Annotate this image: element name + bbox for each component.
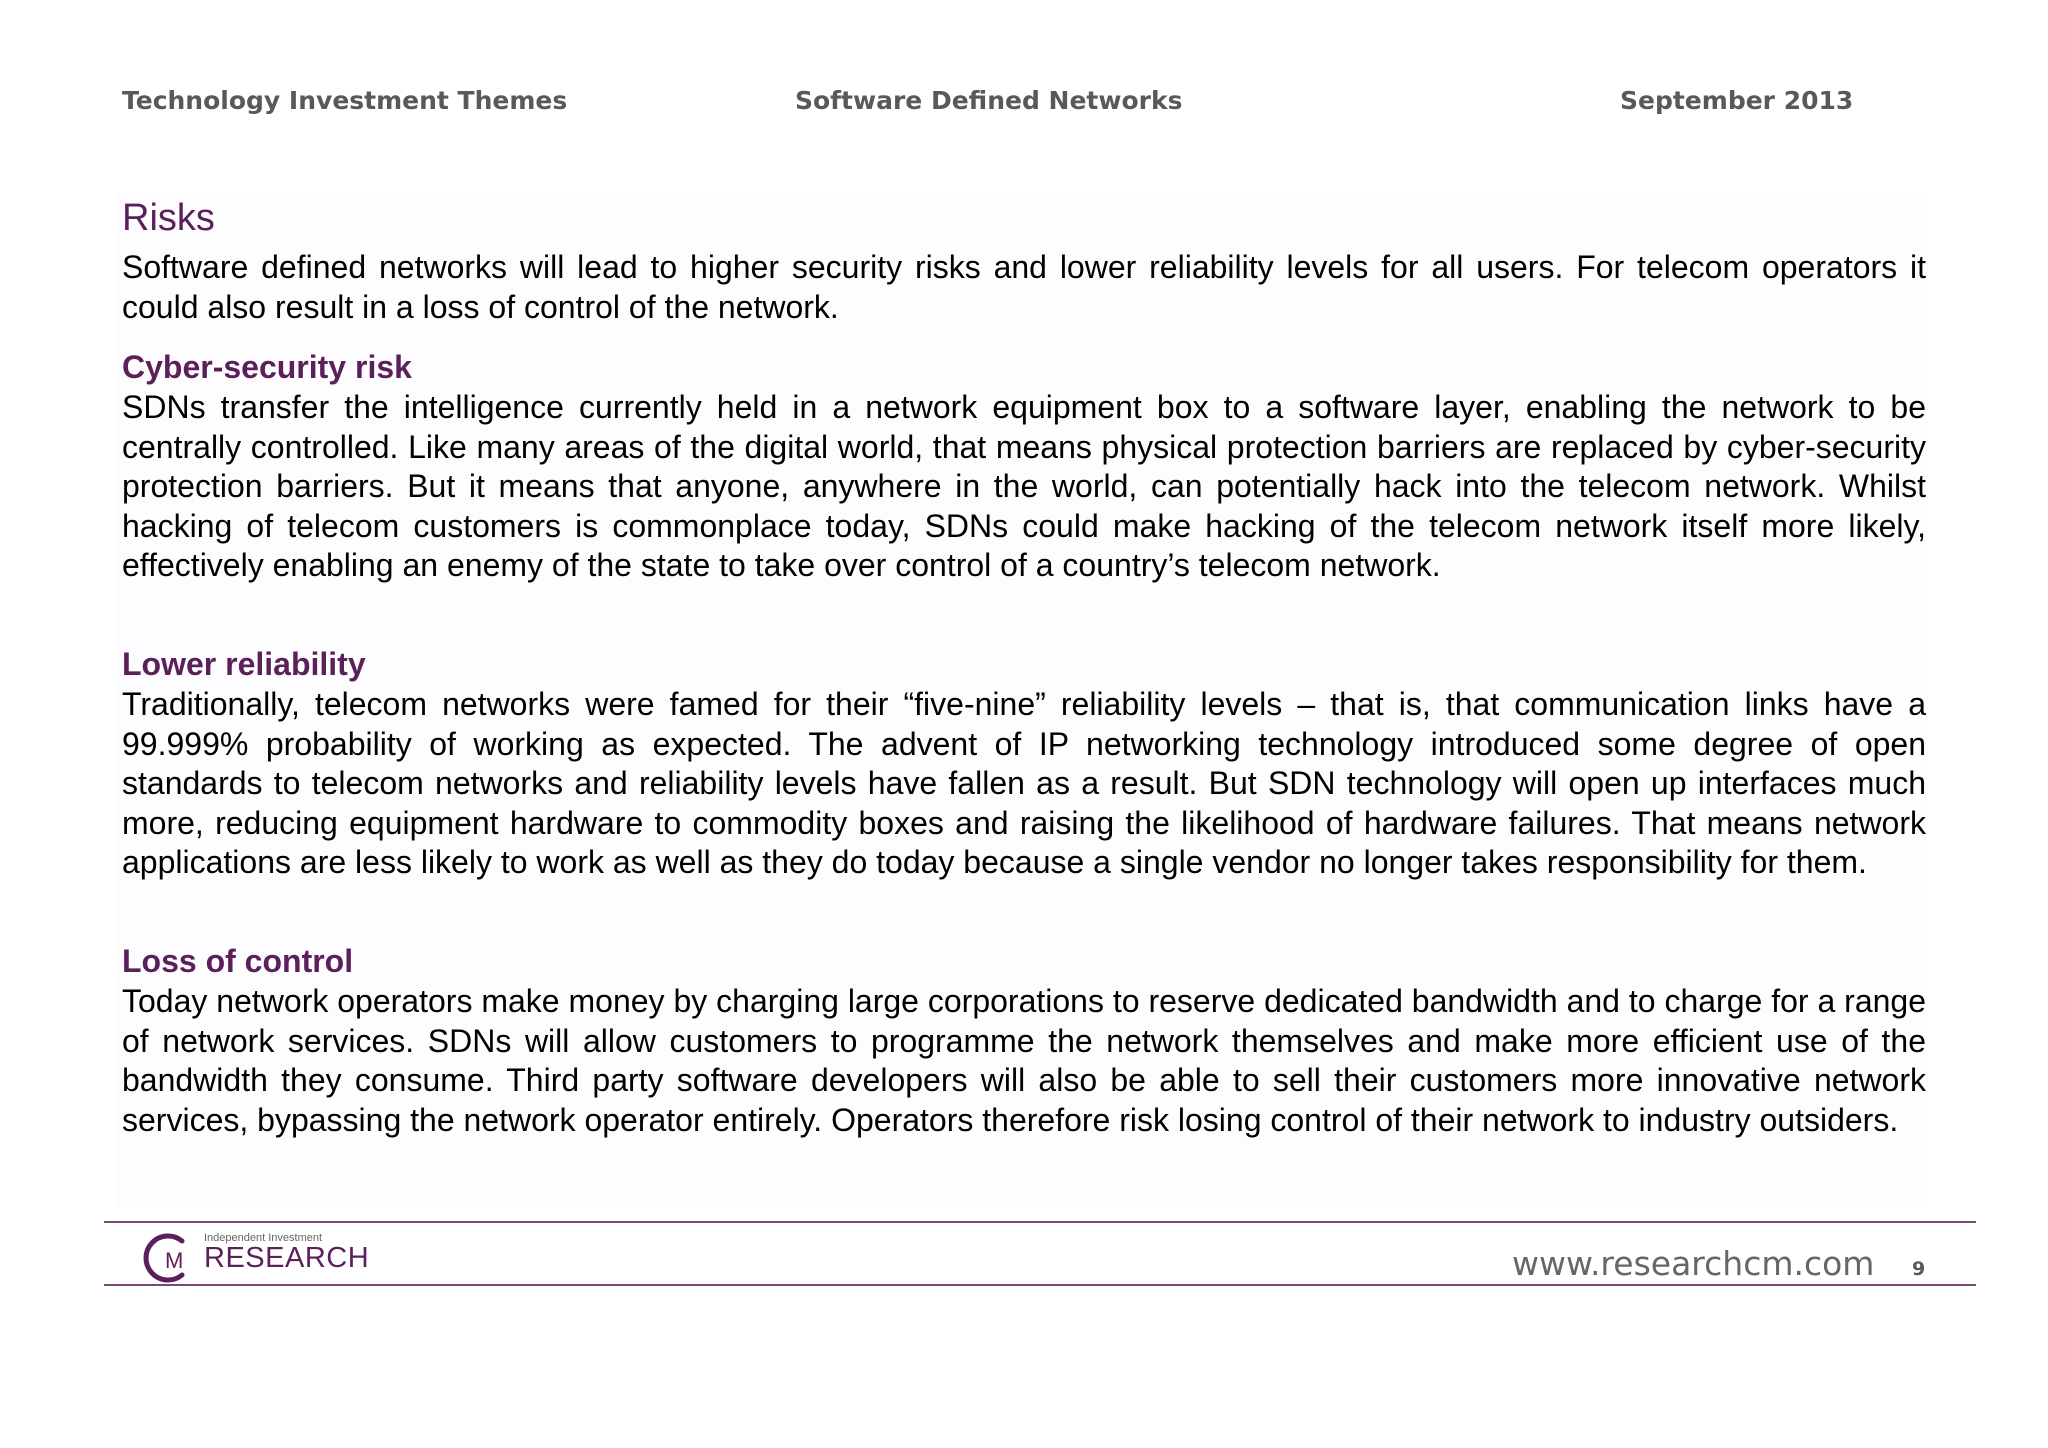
footer-bottom-rule: [104, 1284, 1976, 1286]
page-number: 9: [1912, 1258, 1926, 1280]
header-report-series: Technology Investment Themes: [122, 86, 568, 115]
section-title: Risks: [122, 197, 215, 239]
footer-website-url: www.researchcm.com: [1512, 1244, 1875, 1283]
subsection-body-loss-of-control: Today network operators make money by charging large corporations to reserve dedicated bandwidth and to charge for a range of network services. SDNs will allow customers to programme the network themselves and make more efficient use of the bandwidth they consume. Third party software developers will also be able to sell their customers more innovative network services, bypassing the network operator entirely. Operators therefore risk losing control of their network to industry outsiders.: [122, 983, 1926, 1138]
logo-mark-letter: M: [165, 1248, 184, 1273]
logo-tagline: Independent Investment: [204, 1232, 323, 1244]
cm-logo-icon: [142, 1230, 202, 1284]
footer-top-rule: [104, 1221, 1976, 1223]
subsection-heading-reliability: Lower reliability: [122, 646, 366, 682]
intro-paragraph: Software defined networks will lead to higher security risks and lower reliability levels for all users. For telecom operators it could also result in a loss of control of the network.: [122, 249, 1926, 325]
company-logo: [142, 1230, 382, 1284]
header-date: September 2013: [1620, 86, 1854, 115]
subsection-body-cyber-security: SDNs transfer the intelligence currently held in a network equipment box to a software layer, enabling the network to be centrally controlled. Like many areas of the digital world, that means physical protection barriers are replaced by cyber-security protection barriers. But it means that anyone, anywhere in the world, can potentially hack into the telecom network. Whilst hacking of telecom customers is commonplace today, SDNs could make hacking of the telecom network itself more likely, effectively enabling an enemy of the state to take over control of a country’s telecom network.: [122, 389, 1926, 583]
subsection-heading-loss-of-control: Loss of control: [122, 943, 354, 979]
subsection-body-reliability: Traditionally, telecom networks were famed for their “five-nine” reliability levels – that is, that communication links have a 99.999% probability of working as expected. The advent of IP networking technology introduced some degree of open standards to telecom networks and reliability levels have fallen as a result. But SDN technology will open up interfaces much more, reducing equipment hardware to commodity boxes and raising the likelihood of hardware failures. That means network applications are less likely to work as well as they do today because a single vendor no longer takes responsibility for them.: [122, 686, 1926, 880]
logo-wordmark: RESEARCH: [204, 1242, 370, 1274]
subsection-heading-cyber-security: Cyber-security risk: [122, 349, 412, 385]
header-report-title: Software Defined Networks: [795, 86, 1183, 115]
